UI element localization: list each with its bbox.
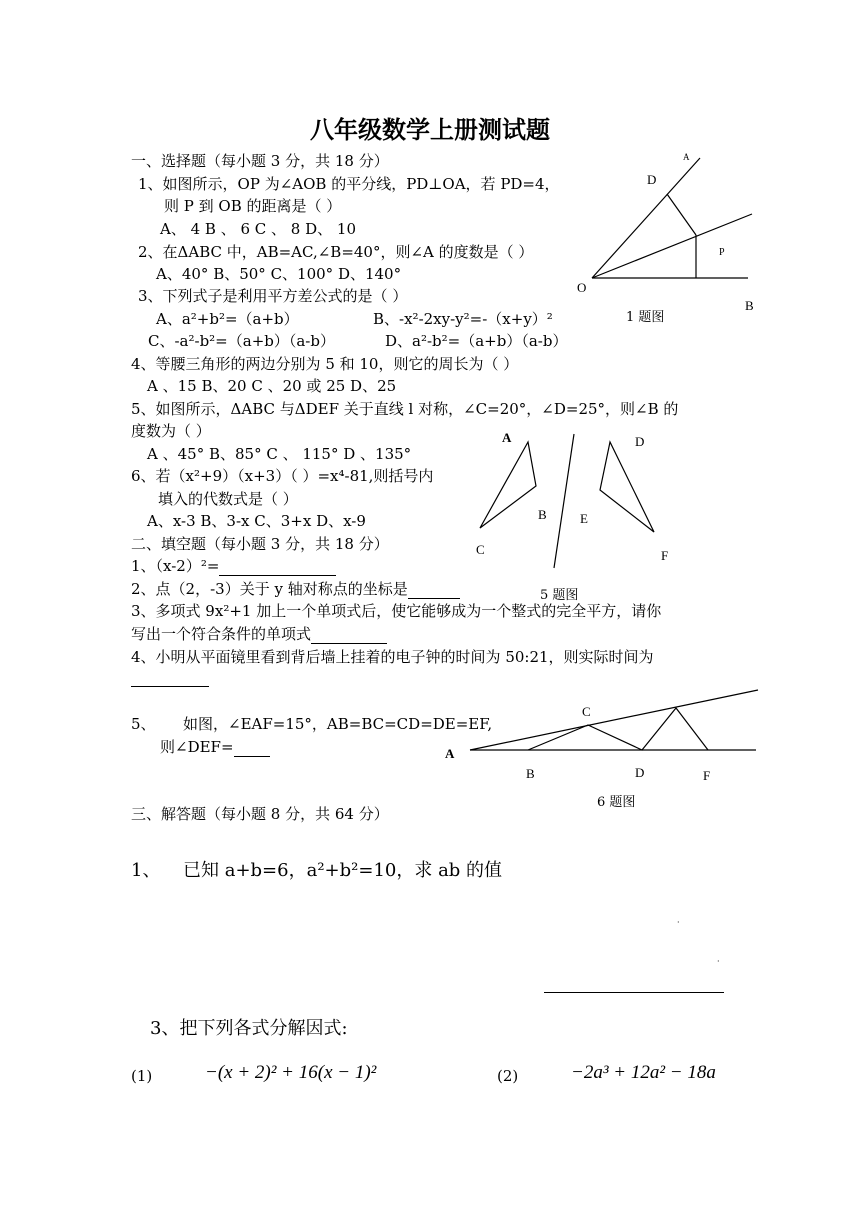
choice-q3-option-b: B、-x²-2xy-y²=-（x+y）² [373, 310, 553, 328]
fill-q3-line1: 3、多项式 9x²+1 加上一个单项式后，使它能够成为一个整式的完全平方，请你 [131, 602, 662, 620]
choice-q2-line: 2、在ΔABC 中，AB=AC,∠B=40°，则∠A 的度数是（ ） [138, 243, 534, 261]
fill-q3-blank[interactable] [311, 629, 387, 644]
choice-q3-line: 3、下列式子是利用平方差公式的是（ ） [138, 287, 408, 305]
zigzag-segments [528, 708, 708, 750]
choice-q3-option-a: A、a²+b²=（a+b） [156, 310, 299, 328]
choice-q2-options: A、40° B、50° C、100° D、140° [156, 265, 402, 283]
choice-q6-line1: 6、若（x²+9）（x+3）（ ）=x⁴-81,则括号内 [131, 467, 434, 485]
fig1-label-o: O [577, 280, 587, 295]
choice-q1-line1: 1、如图所示，OP 为∠AOB 的平分线，PD⊥OA，若 PD=4， [138, 175, 560, 193]
choice-q3-option-c: C、-a²-b²=（a+b）（a-b） [148, 332, 335, 350]
fill-q2-blank[interactable] [408, 584, 460, 599]
fig6-caption: 6 题图 [597, 795, 636, 810]
fill-q5-num: 5、 [131, 715, 156, 733]
solve-q3-part1-label: (1) [131, 1067, 153, 1085]
fig5-label-d: D [635, 434, 645, 449]
choice-q5-line1: 5、如图所示，ΔABC 与ΔDEF 关于直线 l 对称，∠C=20°，∠D=25°，则∠B 的 [131, 400, 679, 418]
choice-q4-line: 4、等腰三角形的两边分别为 5 和 10，则它的周长为（ ） [131, 355, 519, 373]
figure-1-angle-bisector [570, 150, 770, 320]
fig1-label-p: P [719, 247, 725, 258]
segment-pd [667, 194, 696, 235]
ray-op [592, 214, 752, 278]
solve-section-header: 三、解答题（每小题 8 分，共 64 分） [131, 805, 389, 823]
symmetry-line-l [554, 434, 574, 568]
choice-q1-line2: 则 P 到 OB 的距离是（ ） [164, 197, 342, 215]
figure-5-symmetric-triangles [470, 430, 670, 580]
figure-6-zigzag [460, 680, 770, 770]
choice-q5-line2: 度数为（ ） [131, 422, 211, 440]
solve-q3-part2-label: (2) [497, 1067, 519, 1085]
choice-q5-options: A 、45° B、85° C 、 115° D 、135° [147, 445, 412, 463]
choice-section-header: 一、选择题（每小题 3 分，共 18 分） [131, 152, 389, 170]
fill-q5-line1: 如图，∠EAF=15°，AB=BC=CD=DE=EF, [183, 715, 493, 733]
fig1-label-b: B [745, 298, 754, 313]
ray-ae [470, 690, 758, 750]
solve-q3-text: 3、把下列各式分解因式: [150, 1018, 348, 1039]
choice-q6-line2: 填入的代数式是（ ） [158, 490, 298, 508]
triangle-abc [480, 442, 536, 528]
fill-q3-line2 [131, 624, 387, 644]
fig5-label-b: B [538, 507, 547, 522]
fig6-label-b: B [526, 766, 535, 781]
fig6-label-d: D [635, 765, 645, 780]
fig1-caption: 1 题图 [626, 310, 665, 325]
fig5-caption: 5 题图 [540, 588, 579, 603]
fig5-label-c: C [476, 542, 485, 557]
fig6-label-a: A [445, 746, 455, 761]
fill-q5-blank[interactable] [234, 742, 270, 757]
fig5-label-f: F [661, 548, 669, 563]
page-title: 八年级数学上册测试题 [310, 115, 550, 144]
fill-q4-blank[interactable] [131, 672, 209, 687]
fill-q4-line1: 4、小明从平面镜里看到背后墙上挂着的电子钟的时间为 50:21，则实际时间为 [131, 648, 654, 666]
solve-q1-text: 已知 a+b=6，a²+b²=10，求 ab 的值 [183, 860, 503, 881]
fig5-label-e: E [580, 511, 588, 526]
fig1-label-a: A [683, 152, 690, 162]
fig6-label-c: C [582, 704, 591, 719]
choice-q1-options: A、 4 B 、 6 C 、 8 D、 10 [160, 220, 356, 238]
fill-q5-text: 则∠DEF= [160, 738, 234, 756]
choice-q4-options: A 、15 B、20 C 、20 或 25 D、25 [147, 377, 397, 395]
fill-q1 [131, 556, 336, 576]
fill-q1-blank[interactable] [219, 561, 336, 576]
fig6-label-f: F [703, 768, 711, 783]
solve-q3-part2-expression: −2a³ + 12a² − 18a [571, 1062, 716, 1083]
choice-q6-options: A、x-3 B、3-x C、3+x D、x-9 [147, 512, 366, 530]
fill-q2 [131, 579, 460, 599]
fill-q1-text: 1、（x-2）²= [131, 557, 220, 575]
solve-q1-num: 1、 [131, 860, 161, 881]
stray-dot: · [717, 957, 720, 966]
choice-q3-option-d: D、a²-b²=（a+b）（a-b） [385, 332, 568, 350]
fill-section-header: 二、填空题（每小题 3 分，共 18 分） [131, 535, 389, 553]
fill-q5-line2 [160, 737, 270, 757]
fig1-label-d: D [647, 172, 657, 187]
triangle-def [600, 442, 654, 532]
fill-q3-text: 写出一个符合条件的单项式 [131, 625, 312, 643]
answer-line [544, 992, 724, 993]
fig5-label-a: A [502, 430, 512, 445]
solve-q3-part1-expression: −(x + 2)² + 16(x − 1)² [205, 1062, 377, 1083]
stray-dot: · [677, 918, 680, 927]
fill-q2-text: 2、点（2，-3）关于 y 轴对称点的坐标是 [131, 580, 408, 598]
